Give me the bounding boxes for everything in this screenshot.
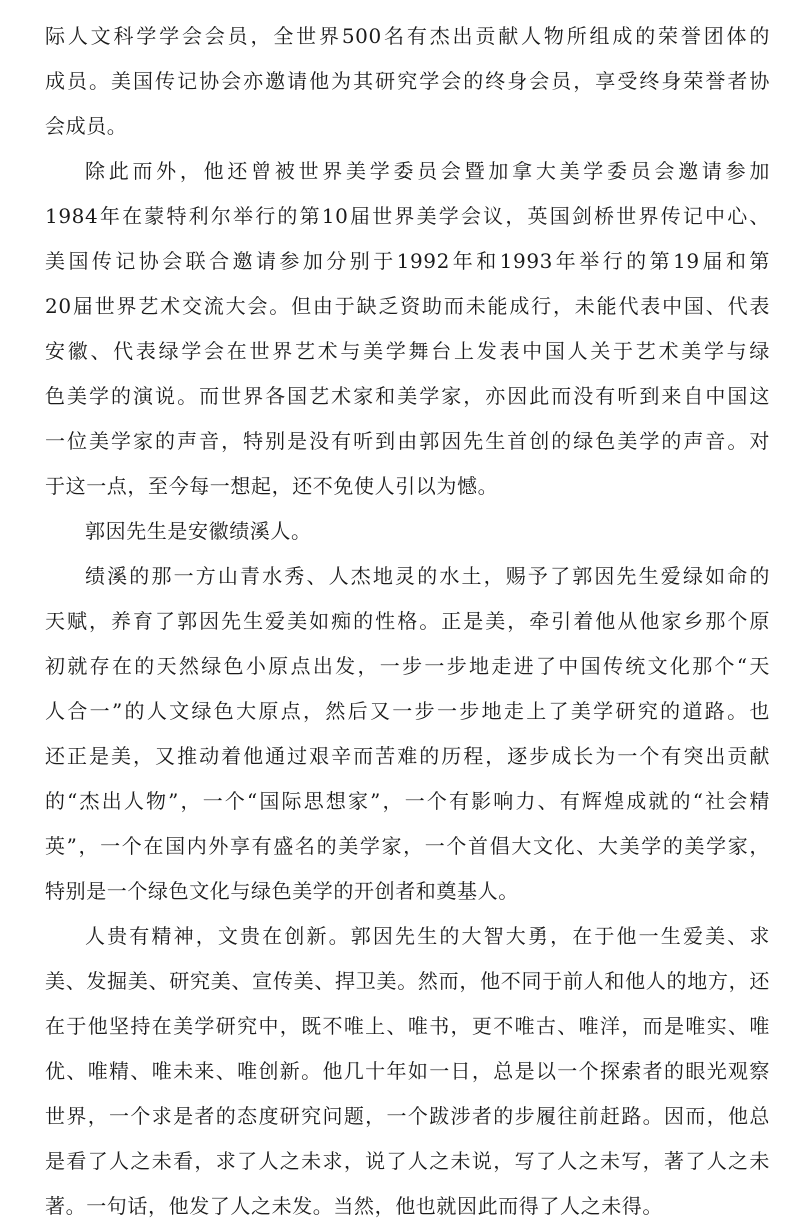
text-line: 安徽、代表绿学会在世界艺术与美学舞台上发表中国人关于艺术美学与绿 [45, 339, 770, 363]
text-line: 著。一句话，他发了人之未发。当然，他也就因此而得了人之未得。 [45, 1194, 663, 1218]
text-line: 际人文科学学会会员，全世界500名有杰出贡献人物所组成的荣誉团体的 [45, 24, 770, 48]
text-line: 美国传记协会联合邀请参加分别于1992年和1993年举行的第19届和第 [45, 249, 770, 273]
text-line: 人贵有精神，文贵在创新。郭因先生的大智大勇，在于他一生爱美、求 [85, 924, 770, 948]
text-line: 会成员。 [45, 114, 128, 138]
text-line: 20届世界艺术交流大会。但由于缺乏资助而未能成行，未能代表中国、代表 [45, 294, 770, 318]
paragraph [45, 14, 770, 149]
text-line: 天赋，养育了郭因先生爱美如痴的性格。正是美，牵引着他从他家乡那个原 [45, 609, 770, 633]
paragraph [45, 149, 770, 509]
text-line: 成员。美国传记协会亦邀请他为其研究学会的终身会员，享受终身荣誉者协 [45, 69, 770, 93]
text-line: 美、发掘美、研究美、宣传美、捍卫美。然而，他不同于前人和他人的地方，还 [45, 969, 770, 993]
text-line: 一位美学家的声音，特别是没有听到由郭因先生首创的绿色美学的声音。对 [45, 429, 770, 453]
text-line: 郭因先生是安徽绩溪人。 [85, 519, 312, 543]
text-line: 是看了人之未看，求了人之未求，说了人之未说，写了人之未写，著了人之未 [45, 1149, 770, 1173]
text-line: 的“杰出人物”，一个“国际思想家”，一个有影响力、有辉煌成就的“社会精 [45, 789, 770, 813]
text-line: 英”，一个在国内外享有盛名的美学家，一个首倡大文化、大美学的美学家， [45, 834, 770, 858]
text-line: 初就存在的天然绿色小原点出发，一步一步地走进了中国传统文化那个“天 [45, 654, 770, 678]
text-line: 绩溪的那一方山青水秀、人杰地灵的水土，赐予了郭因先生爱绿如命的 [85, 564, 770, 588]
text-line: 在于他坚持在美学研究中，既不唯上、唯书，更不唯古、唯洋，而是唯实、唯 [45, 1014, 770, 1038]
paragraph [45, 509, 770, 554]
text-line: 人合一”的人文绿色大原点，然后又一步一步地走上了美学研究的道路。也 [45, 699, 770, 723]
text-line: 于这一点，至今每一想起，还不免使人引以为憾。 [45, 474, 499, 498]
text-line: 特别是一个绿色文化与绿色美学的开创者和奠基人。 [45, 879, 519, 903]
text-line: 还正是美，又推动着他通过艰辛而苦难的历程，逐步成长为一个有突出贡献 [45, 744, 770, 768]
paragraph [45, 554, 770, 914]
text-line: 世界，一个求是者的态度研究问题，一个跋涉者的步履往前赶路。因而，他总 [45, 1104, 770, 1128]
document-body [45, 14, 770, 1229]
text-line: 1984年在蒙特利尔举行的第10届世界美学会议，英国剑桥世界传记中心、 [45, 204, 770, 228]
text-line: 色美学的演说。而世界各国艺术家和美学家，亦因此而没有听到来自中国这 [45, 384, 770, 408]
text-line: 优、唯精、唯未来、唯创新。他几十年如一日，总是以一个探索者的眼光观察 [45, 1059, 770, 1083]
text-line: 除此而外，他还曾被世界美学委员会暨加拿大美学委员会邀请参加 [85, 159, 770, 183]
document-page [45, 14, 770, 1229]
